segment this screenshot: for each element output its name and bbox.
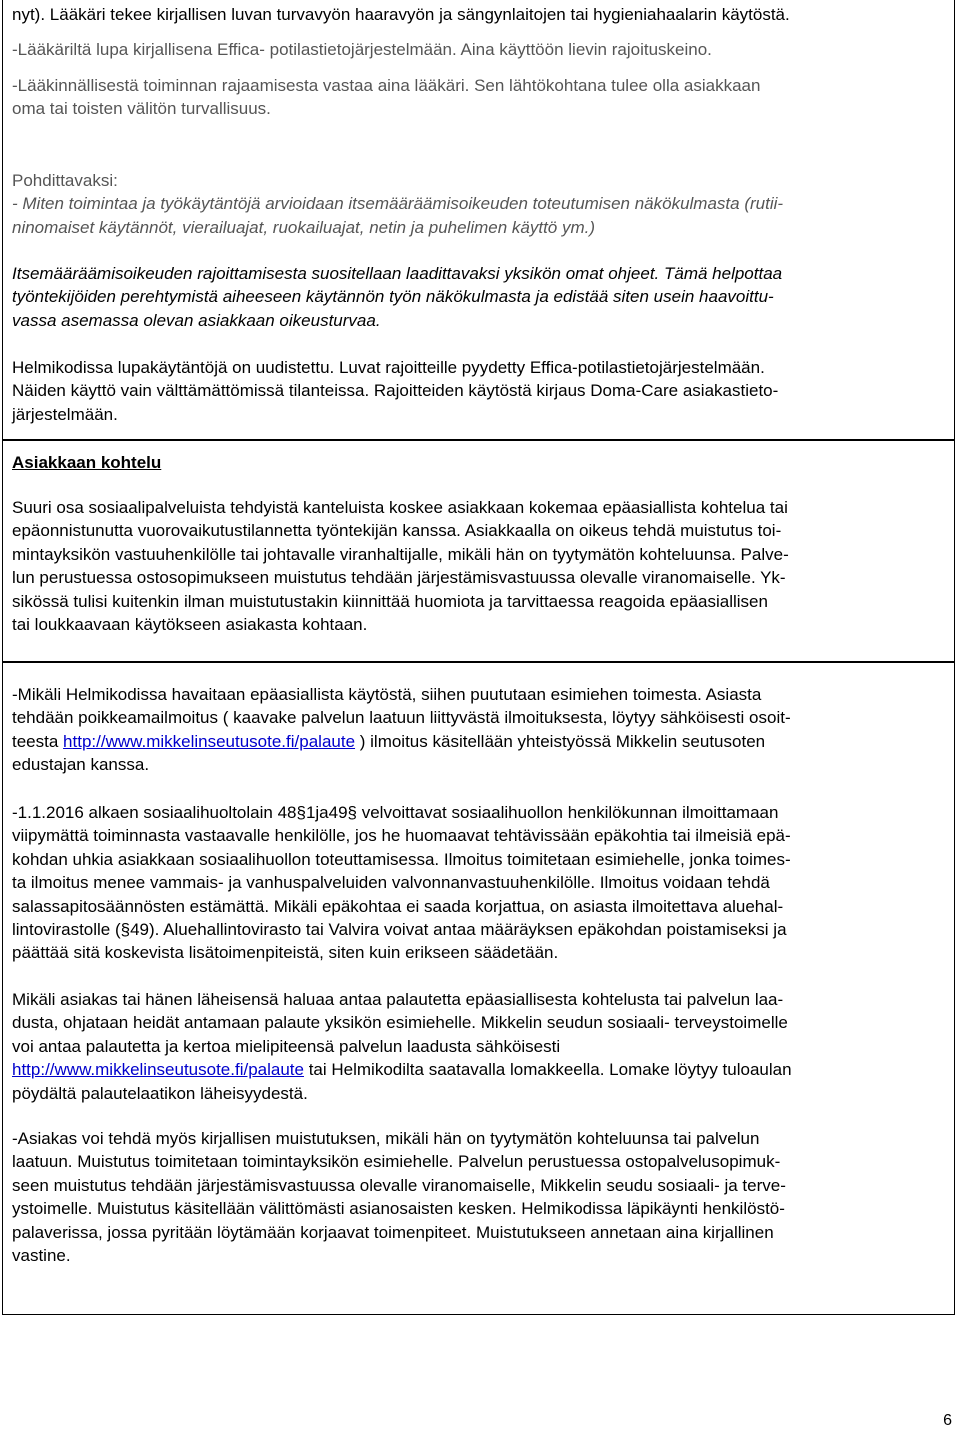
text-fragment: ) ilmoitus käsitellään yhteistyössä Mikkelin seutusoten <box>355 731 766 751</box>
text-line: kohdan uhkia asiakkaan sosiaalihuollon toteuttamisessa. Ilmoitus toimitetaan esimiehelle, jonka toimes- <box>12 849 791 869</box>
kohtelu-paragraph <box>12 496 944 636</box>
text-line: pöydältä palautelaatikon läheisyydestä. <box>12 1083 308 1103</box>
palaute-link[interactable]: http://www.mikkelinseutusote.fi/palaute <box>63 731 356 751</box>
text-line: työntekijöiden perehtymistä aiheeseen käytännön työn näkökulmasta ja edistää siten usein haavoittu- <box>12 287 774 307</box>
text-line: voi antaa palautetta ja kertoa mielipiteensä palvelun laadusta sähköisesti <box>12 1036 561 1056</box>
text-line: järjestelmään. <box>12 404 118 424</box>
text-line: sikössä tulisi kuitenkin ilman muistutustakin kiinnittää huomiota ja tarvittaessa reagoida epäasiallisen <box>12 591 768 611</box>
text-fragment: tai Helmikodilta saatavalla lomakkeella. Lomake löytyy tuloaulan <box>303 1060 792 1080</box>
muistutus-paragraph <box>12 1127 944 1267</box>
text-line: tai loukkaavaan käytökseen asiakasta kohtaan. <box>12 615 368 635</box>
restriction-paragraph <box>12 3 944 121</box>
text-fragment: teesta <box>12 731 64 751</box>
text-line: edustajan kanssa. <box>12 755 150 775</box>
text-line: palaverissa, jossa pyritään löytämään korjaavat toimenpiteet. Muistutukseen annetaan aina kirjallinen <box>12 1222 774 1242</box>
text-line: Suuri osa sosiaalipalveluista tehdyistä kanteluista koskee asiakkaan kokemaa epäasiallista kohtelua tai <box>12 498 788 517</box>
text-line <box>12 730 944 753</box>
text-line: tehdään poikkeamailmoitus ( kaavake palvelun laatuun liittyvästä ilmoituksesta, löytyy sähköisesti osoit- <box>12 708 791 728</box>
page-number: 6 <box>943 1412 952 1429</box>
text-line: epäonnistunutta vuorovaikutustilannetta työntekijän kanssa. Asiakkaalla on oikeus tehdä muistutus toi- <box>12 521 782 541</box>
text-line: -Lääkinnällisestä toiminnan rajaamisesta vastaa aina lääkäri. Sen lähtökohtana tulee olla asiakkaan <box>12 75 761 95</box>
itsemaaraamisoikeus-paragraph <box>12 262 944 332</box>
text-line: Mikäli asiakas tai hänen läheisensä haluaa antaa palautetta epäasiallisesta kohtelusta tai palvelun laa- <box>12 990 784 1009</box>
text-line: salassapitosäännösten estämättä. Mikäli epäkohtaa ei saada korjattua, on asiasta ilmoitettava aluehal- <box>12 896 784 916</box>
text-line: -Asiakas voi tehdä myös kirjallisen muistutuksen, mikäli hän on tyytymätön kohteluunsa tai palvelun <box>12 1129 760 1148</box>
text-line: lintovirastolle (§49). Aluehallintovirasto tai Valvira voivat antaa määräyksen epäkohdan poistamiseksi ja <box>12 920 787 940</box>
text-line: -Lääkäriltä lupa kirjallisena Effica- potilastietojärjestelmään. Aina käyttöön lievin rajoituskeino. <box>12 40 712 60</box>
text-line: päättää sitä koskevista lisätoimenpiteistä, siten kuin erikseen säädetään. <box>12 943 559 963</box>
text-line: mintayksikön vastuuhenkilölle tai johtavalle viranhaltijalle, mikäli hän on tyytymätön kohteluunsa. Palve- <box>12 544 789 564</box>
helmikoti-permits-paragraph <box>12 356 944 426</box>
text-line: ystoimelle. Muistutus käsitellään välittömästi asianosaisten kesken. Helmikodissa läpikäynti henkilöstö- <box>12 1199 785 1219</box>
text-line: Helmikodissa lupakäytäntöjä on uudistettu. Luvat rajoitteille pyydetty Effica-potilastietojärjestelmään. <box>12 358 765 377</box>
text-line: seen muistutus tehdään järjestämisvastuussa olevalle viranomaiselle, Mikkelin seudu sosiaali- ja terve- <box>12 1175 786 1195</box>
text-line: -Mikäli Helmikodissa havaitaan epäasiallista käytöstä, siihen puututaan esimiehen toimesta. Asiasta <box>12 685 762 704</box>
text-line: vassa asemassa olevan asiakkaan oikeusturvaa. <box>12 310 381 330</box>
text-line <box>12 1058 944 1081</box>
text-line: Näiden käyttö vain välttämättömissä tilanteissa. Rajoitteiden käytöstä kirjaus Doma-Care asiakastieto- <box>12 381 779 401</box>
text-line: -1.1.2016 alkaen sosiaalihuoltolain 48§1ja49§ velvoittavat sosiaalihuollon henkilökunnan ilmoittamaan <box>12 803 779 822</box>
poikkeamailmoitus-paragraph <box>12 683 944 777</box>
heading-asiakkaan-kohtelu: Asiakkaan kohtelu <box>12 453 162 472</box>
palaute-link[interactable]: http://www.mikkelinseutusote.fi/palaute <box>12 1060 304 1080</box>
text-line: dusta, ohjataan heidät antamaan palaute yksikön esimiehelle. Mikkelin seudun sosiaali- terveystoimelle <box>12 1013 788 1033</box>
text-line: oma tai toisten välitön turvallisuus. <box>12 99 271 119</box>
text-line: Itsemääräämisoikeuden rajoittamisesta suositellaan laadittavaksi yksikön omat ohjeet. Tämä helpottaa <box>12 264 783 283</box>
text-line: - Miten toimintaa ja työkäytäntöjä arvioidaan itsemääräämisoikeuden toteutumisen näkökulmasta (rutii- <box>12 194 784 214</box>
section-heading <box>12 451 944 474</box>
pohdittavaksi-label: Pohdittavaksi: <box>12 171 118 190</box>
text-line: ninomaiset käytännöt, vierailuajat, ruokailuajat, netin ja puhelimen käyttö ym.) <box>12 217 596 237</box>
text-line: ta ilmoitus menee vammais- ja vanhuspalveluiden valvonnanvastuuhenkilölle. Ilmoitus voidaan tehdä <box>12 873 770 893</box>
text-line: vastine. <box>12 1246 71 1266</box>
text-line: laatuun. Muistutus toimitetaan toimintayksikön esimiehelle. Palvelun perustuessa ostopalvelusopimuk- <box>12 1152 781 1172</box>
sosiaalihuoltolaki-paragraph <box>12 801 944 965</box>
pohdittavaksi-block <box>12 169 944 239</box>
text-line: viipymättä toiminnasta vastaavalle henkilölle, jos he huomaavat tehtävissään epäkohtia tai ilmeisiä epä- <box>12 826 791 846</box>
text-line: nyt). Lääkäri tekee kirjallisen luvan turvavyön haaravyön ja sängynlaitojen tai hygieniahaalarin käytöstä. <box>12 5 790 24</box>
text-line: lun perustuessa ostosopimukseen muistutus tehdään järjestämisvastuussa olevalle viranomaiselle. Yk- <box>12 568 786 588</box>
palaute-paragraph <box>12 988 944 1105</box>
